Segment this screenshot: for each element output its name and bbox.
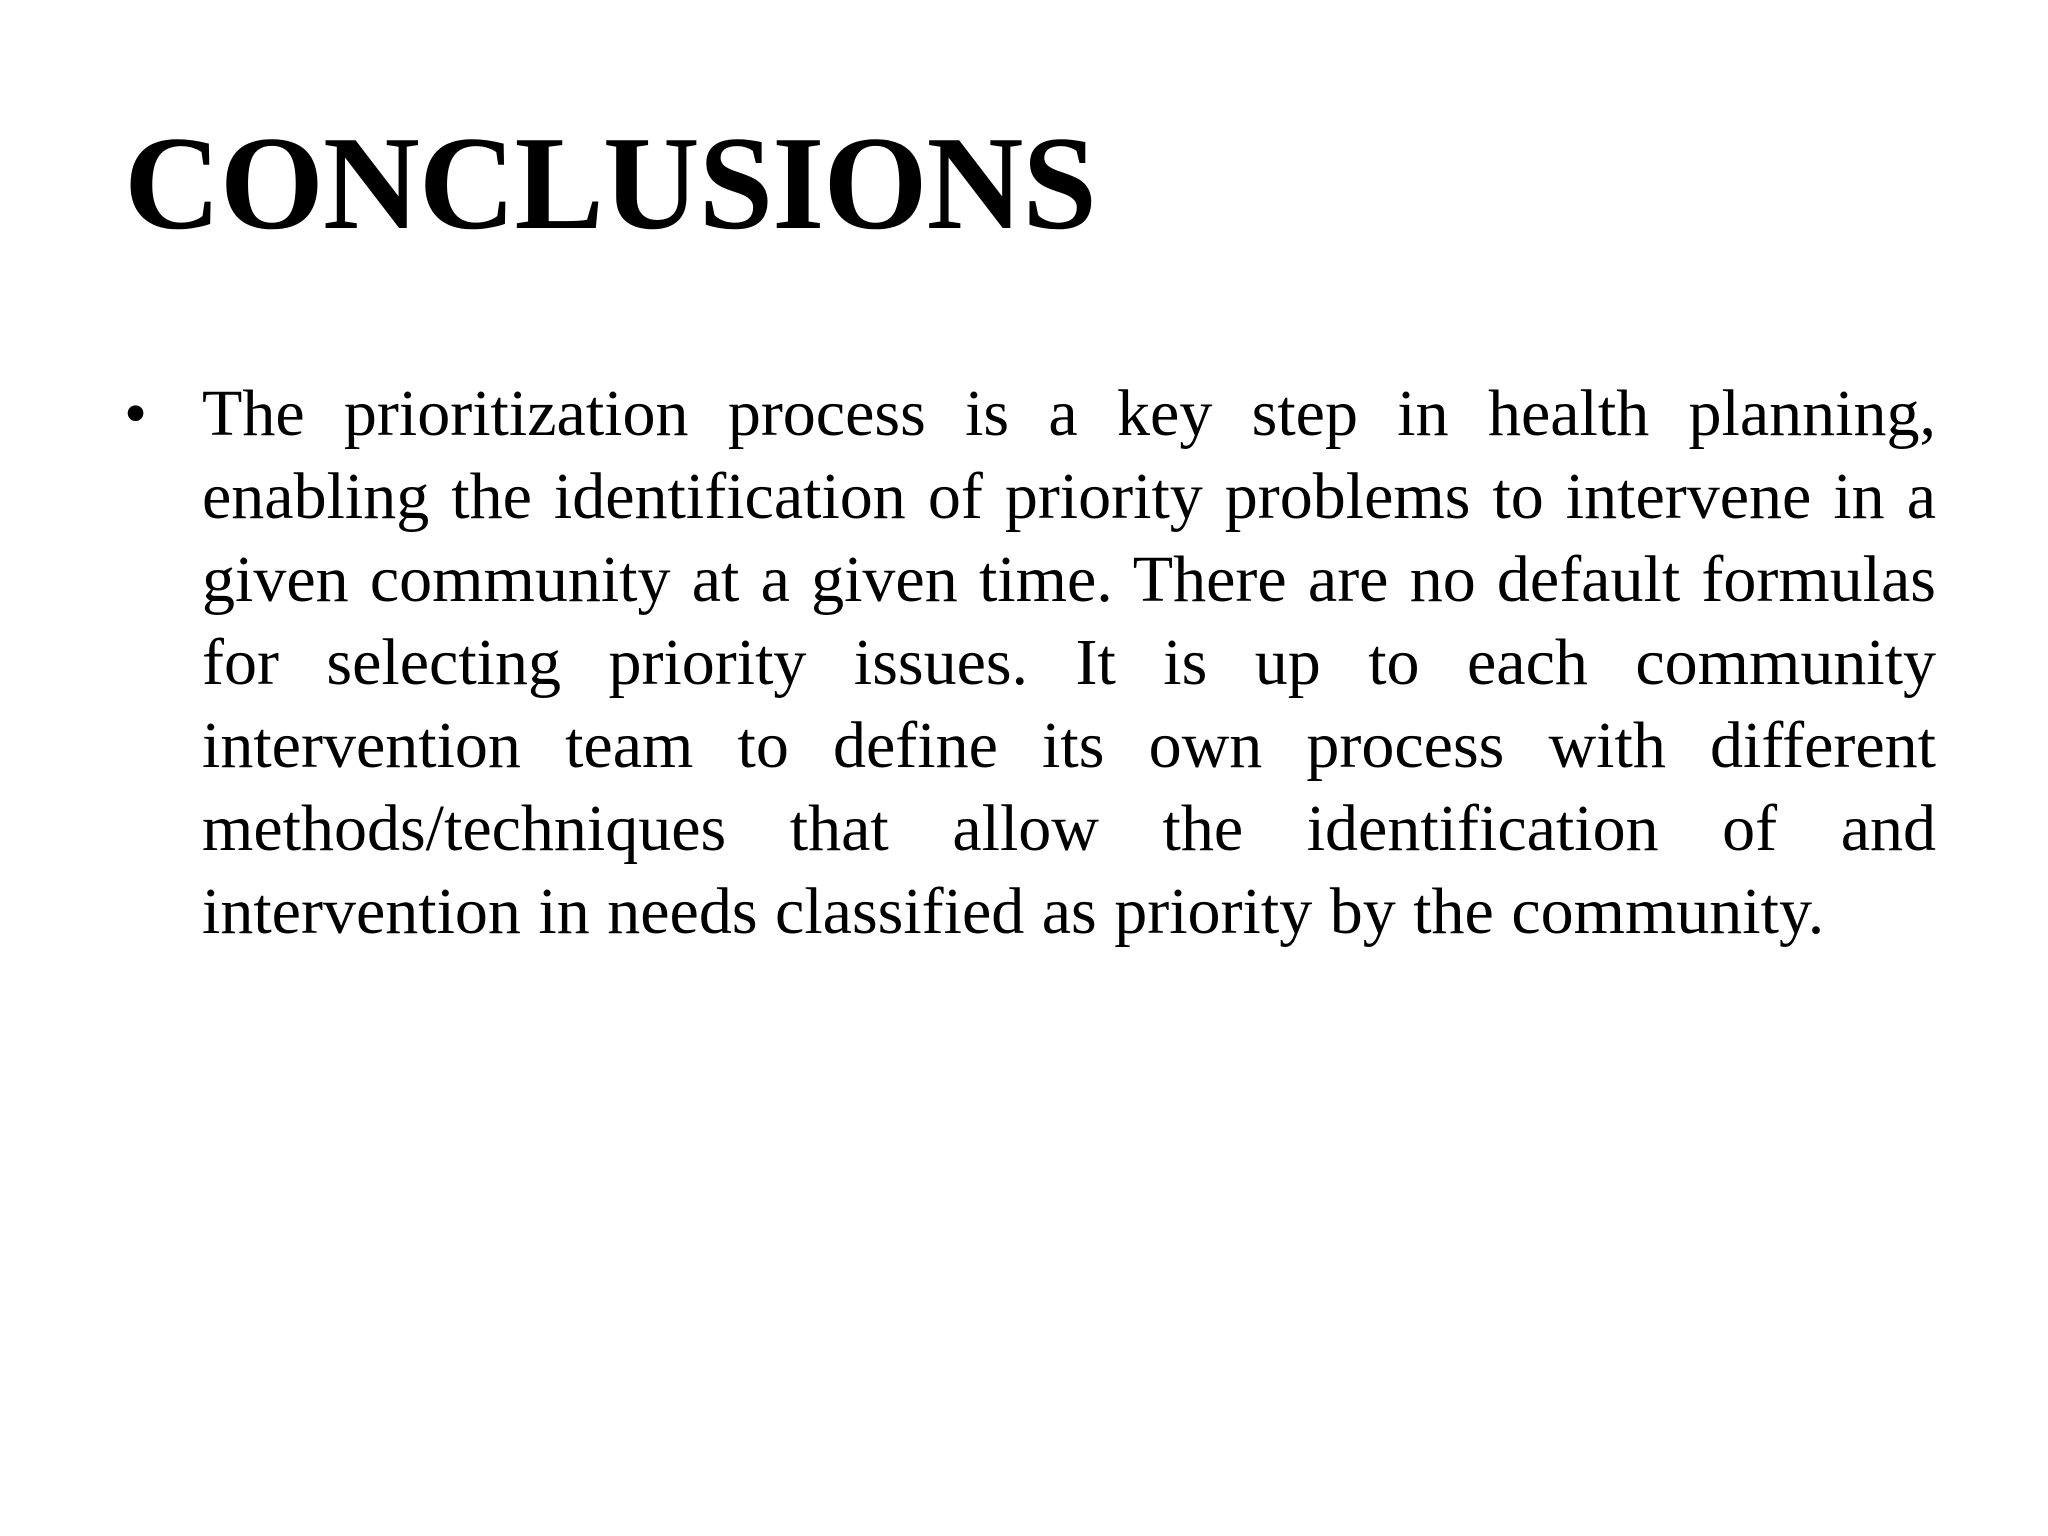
bullet-list (124, 372, 1936, 953)
bullet-text: The prioritization process is a key step in health planning, enabling the identification of priority problems to intervene in a given community at a given time. There are no default formulas for selecting priority issues. It is up to each community intervention team to define its own process with different methods/techniques that allow the identification of and intervention in needs classified as priority by the community. (202, 377, 1936, 948)
bullet-item (124, 372, 1936, 953)
bullet-marker: • (124, 377, 148, 450)
slide-title: CONCLUSIONS (124, 109, 1096, 257)
